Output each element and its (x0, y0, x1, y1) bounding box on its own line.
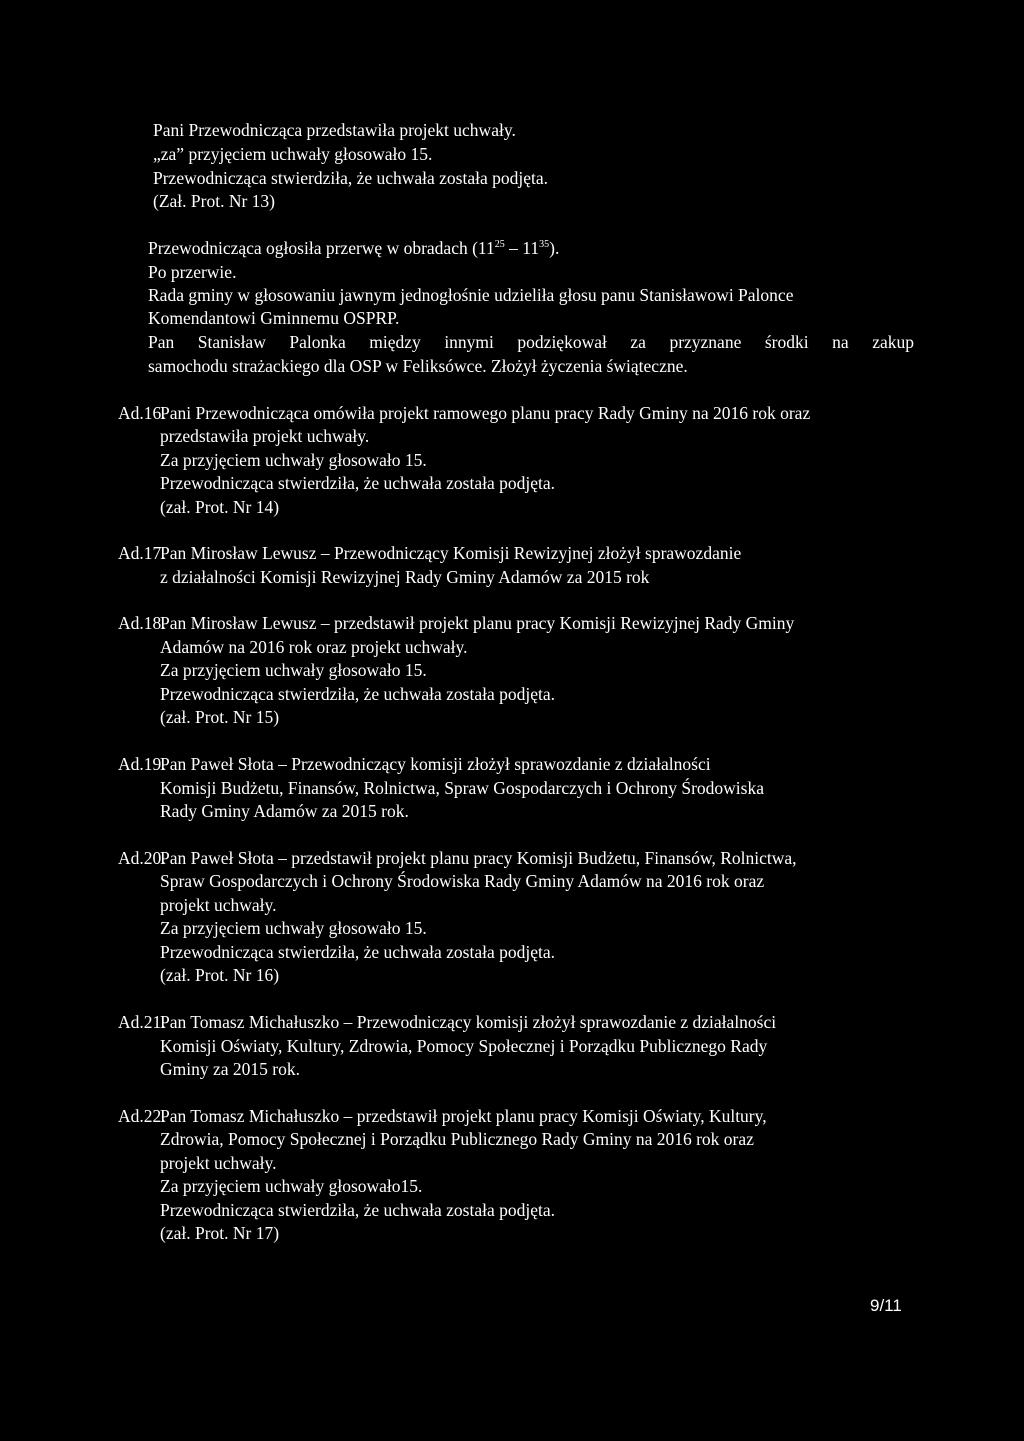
item-line: Komisji Budżetu, Finansów, Rolnictwa, Spraw Gospodarczych i Ochrony Środowiska (160, 778, 764, 798)
item-line: Pan Tomasz Michałuszko – przedstawił projekt planu pracy Komisji Oświaty, Kultury, (160, 1106, 767, 1126)
item-label: Ad.18. (118, 613, 166, 633)
item-label: Ad.16. (118, 403, 166, 423)
item-line: (zał. Prot. Nr 17) (160, 1223, 280, 1243)
item-label: Ad.22. (118, 1106, 166, 1126)
item-line: Komisji Oświaty, Kultury, Zdrowia, Pomocy Społecznej i Porządku Publicznego Rady (160, 1036, 768, 1056)
item-line: projekt uchwały. (160, 895, 277, 915)
break-announcement: Przewodnicząca ogłosiła przerwę w obradach $(11^{25} - 11^{35})$. (148, 238, 560, 258)
item-label: Ad.17. (118, 543, 166, 563)
rada-line: Komendantowi Gminnemu OSPRP. (148, 308, 400, 328)
item-line: projekt uchwały. (160, 1153, 277, 1173)
item-line: Za przyjęciem uchwały głosowało15. (160, 1176, 423, 1196)
intro-line: (Zał. Prot. Nr 13) (153, 191, 275, 211)
item-line: Rady Gminy Adamów za 2015 rok. (160, 801, 409, 821)
item-line: Pan Mirosław Lewusz – przedstawił projekt planu pracy Komisji Rewizyjnej Rady Gminy (160, 613, 795, 633)
item-line: (zał. Prot. Nr 14) (160, 497, 280, 517)
item-line: Pani Przewodnicząca omówiła projekt ramowego planu pracy Rady Gminy na 2016 rok oraz (160, 403, 811, 423)
item-line: (zał. Prot. Nr 15) (160, 707, 280, 727)
item-line: Pan Tomasz Michałuszko – Przewodniczący komisji złożył sprawozdanie z działalności (160, 1012, 777, 1032)
intro-line: „za” przyjęciem uchwały głosowało 15. (153, 144, 433, 164)
item-line: Spraw Gospodarczych i Ochrony Środowiska Rady Gminy Adamów na 2016 rok oraz (160, 871, 765, 891)
item-line: Przewodnicząca stwierdziła, że uchwała została podjęta. (160, 942, 556, 962)
item-line: Za przyjęciem uchwały głosowało 15. (160, 660, 427, 680)
item-line: Zdrowia, Pomocy Społecznej i Porządku Publicznego Rady Gminy na 2016 rok oraz (160, 1129, 754, 1149)
item-line: Pan Paweł Słota – przedstawił projekt planu pracy Komisji Budżetu, Finansów, Rolnictwa, (160, 848, 797, 868)
item-line: Za przyjęciem uchwały głosowało 15. (160, 450, 427, 470)
item-line: Przewodnicząca stwierdziła, że uchwała została podjęta. (160, 1200, 556, 1220)
rada-line: Rada gminy w głosowaniu jawnym jednogłośnie udzieliła głosu panu Stanisławowi Palonce (148, 285, 794, 305)
item-line: Przewodnicząca stwierdziła, że uchwała została podjęta. (160, 473, 556, 493)
item-line: Pan Mirosław Lewusz – Przewodniczący Komisji Rewizyjnej złożył sprawozdanie (160, 543, 742, 563)
intro-line: Przewodnicząca stwierdziła, że uchwała została podjęta. (153, 168, 549, 188)
item-line: Za przyjęciem uchwały głosowało 15. (160, 918, 427, 938)
after-break-line: Po przerwie. (148, 262, 237, 282)
item-line: Adamów na 2016 rok oraz projekt uchwały. (160, 637, 468, 657)
page-number: 9/11 (870, 1296, 902, 1315)
item-line: Gminy za 2015 rok. (160, 1059, 300, 1079)
rada-line: samochodu strażackiego dla OSP w Feliksówce. Złożył życzenia świąteczne. (148, 356, 688, 376)
item-line: Pan Paweł Słota – Przewodniczący komisji złożył sprawozdanie z działalności (160, 754, 711, 774)
item-label: Ad.21. (118, 1012, 166, 1032)
rada-line: Pan Stanisław Palonka między innymi podziękował za przyznane środki na zakup (148, 332, 914, 352)
item-label: Ad.19. (118, 754, 166, 774)
item-line: przedstawiła projekt uchwały. (160, 426, 370, 446)
item-label: Ad.20. (118, 848, 166, 868)
item-line: (zał. Prot. Nr 16) (160, 965, 280, 985)
intro-line: Pani Przewodnicząca przedstawiła projekt uchwały. (153, 120, 516, 140)
item-line: z działalności Komisji Rewizyjnej Rady Gminy Adamów za 2015 rok (160, 567, 650, 587)
item-line: Przewodnicząca stwierdziła, że uchwała została podjęta. (160, 684, 556, 704)
